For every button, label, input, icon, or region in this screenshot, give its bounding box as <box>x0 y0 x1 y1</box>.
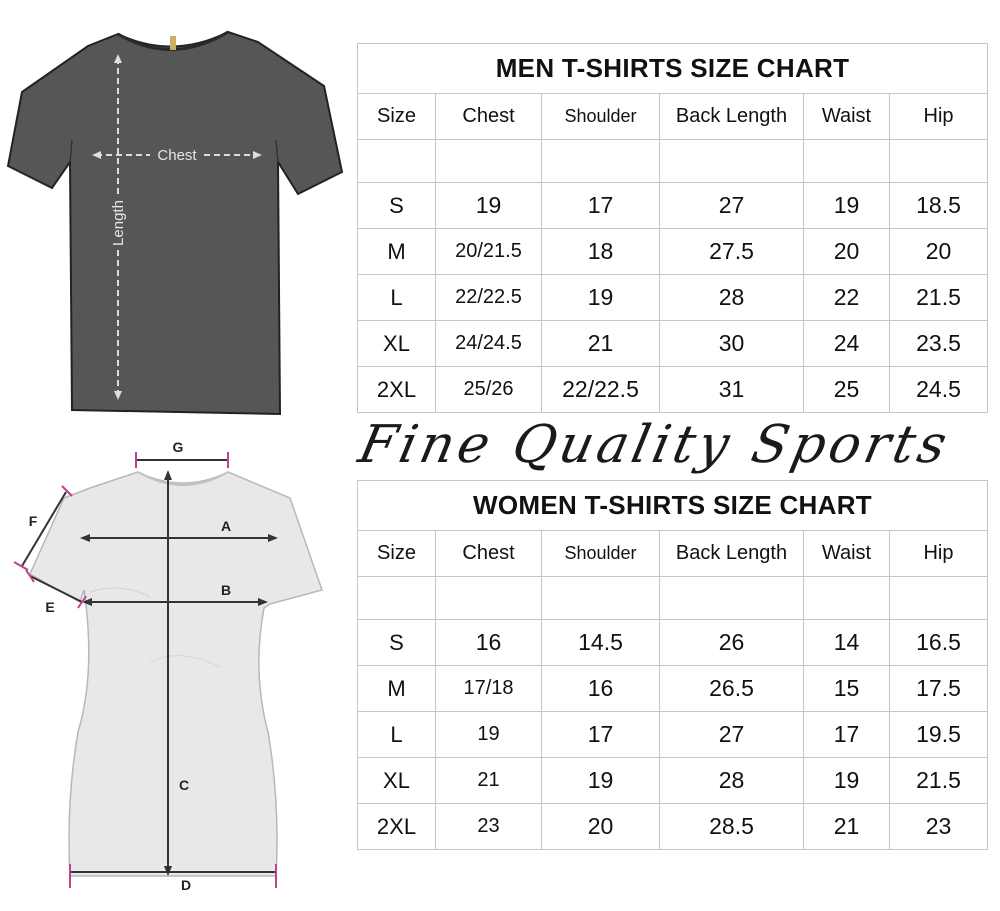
measure-label-e: E <box>45 599 55 615</box>
chest-cell: 17/18 <box>436 666 542 712</box>
women-size-chart <box>357 480 988 850</box>
chest-cell: 24/24.5 <box>436 321 542 367</box>
waist-cell: 21 <box>804 804 890 850</box>
back-length-cell: 27.5 <box>660 229 804 275</box>
table-row <box>358 229 988 275</box>
back-length-cell: 26 <box>660 620 804 666</box>
shoulder-cell: 17 <box>542 712 660 758</box>
measure-label-b: B <box>220 582 232 598</box>
col-header-waist: Waist <box>804 94 890 140</box>
col-header-waist: Waist <box>804 531 890 577</box>
waist-cell: 17 <box>804 712 890 758</box>
chest-cell: 19 <box>436 183 542 229</box>
shoulder-cell: 14.5 <box>542 620 660 666</box>
back-length-cell: 26.5 <box>660 666 804 712</box>
col-header-hip: Hip <box>890 531 988 577</box>
men-header-row <box>358 94 988 140</box>
shoulder-cell: 17 <box>542 183 660 229</box>
men-tshirt-illustration <box>0 0 350 425</box>
length-measure-label: Length <box>110 200 127 246</box>
men-chart-title: MEN T-SHIRTS SIZE CHART <box>358 44 988 94</box>
table-row <box>358 620 988 666</box>
chest-measure-label: Chest <box>157 147 197 164</box>
hip-cell: 16.5 <box>890 620 988 666</box>
back-length-cell: 28.5 <box>660 804 804 850</box>
shoulder-cell: 16 <box>542 666 660 712</box>
chest-cell: 25/26 <box>436 367 542 413</box>
size-cell: M <box>358 229 436 275</box>
chest-cell: 22/22.5 <box>436 275 542 321</box>
brand-logo-text: Fine Quality Sports <box>353 415 956 475</box>
hip-cell: 24.5 <box>890 367 988 413</box>
table-row <box>358 804 988 850</box>
shoulder-cell: 19 <box>542 275 660 321</box>
table-row <box>358 183 988 229</box>
back-length-cell: 31 <box>660 367 804 413</box>
waist-cell: 24 <box>804 321 890 367</box>
shoulder-cell: 19 <box>542 758 660 804</box>
women-header-row <box>358 531 988 577</box>
col-header-chest: Chest <box>436 531 542 577</box>
col-header-hip: Hip <box>890 94 988 140</box>
waist-cell: 19 <box>804 183 890 229</box>
hip-cell: 23.5 <box>890 321 988 367</box>
col-header-size: Size <box>358 531 436 577</box>
back-length-cell: 28 <box>660 275 804 321</box>
hip-cell: 21.5 <box>890 758 988 804</box>
back-length-cell: 27 <box>660 183 804 229</box>
waist-cell: 19 <box>804 758 890 804</box>
size-cell: M <box>358 666 436 712</box>
measure-label-f: F <box>28 513 38 529</box>
table-row <box>358 666 988 712</box>
col-header-back-length: Back Length <box>660 94 804 140</box>
shoulder-cell: 22/22.5 <box>542 367 660 413</box>
chest-cell: 21 <box>436 758 542 804</box>
table-row <box>358 758 988 804</box>
table-row <box>358 275 988 321</box>
chest-cell: 16 <box>436 620 542 666</box>
size-cell: XL <box>358 758 436 804</box>
chest-cell: 20/21.5 <box>436 229 542 275</box>
back-length-cell: 30 <box>660 321 804 367</box>
shoulder-cell: 18 <box>542 229 660 275</box>
col-header-shoulder: Shoulder <box>542 531 660 577</box>
waist-cell: 22 <box>804 275 890 321</box>
hip-cell: 18.5 <box>890 183 988 229</box>
col-header-chest: Chest <box>436 94 542 140</box>
size-cell: XL <box>358 321 436 367</box>
women-tshirt-illustration <box>0 432 345 911</box>
shoulder-cell: 20 <box>542 804 660 850</box>
hip-cell: 23 <box>890 804 988 850</box>
hip-cell: 20 <box>890 229 988 275</box>
col-header-shoulder: Shoulder <box>542 94 660 140</box>
waist-cell: 20 <box>804 229 890 275</box>
chest-cell: 19 <box>436 712 542 758</box>
col-header-size: Size <box>358 94 436 140</box>
col-header-back-length: Back Length <box>660 531 804 577</box>
waist-cell: 25 <box>804 367 890 413</box>
measure-label-d: D <box>180 877 192 893</box>
women-blank-row <box>358 577 988 620</box>
waist-cell: 15 <box>804 666 890 712</box>
back-length-cell: 27 <box>660 712 804 758</box>
waist-cell: 14 <box>804 620 890 666</box>
size-cell: L <box>358 275 436 321</box>
size-cell: S <box>358 620 436 666</box>
table-row <box>358 367 988 413</box>
hip-cell: 19.5 <box>890 712 988 758</box>
hip-cell: 21.5 <box>890 275 988 321</box>
measure-label-a: A <box>220 518 232 534</box>
size-cell: L <box>358 712 436 758</box>
size-cell: 2XL <box>358 804 436 850</box>
chest-cell: 23 <box>436 804 542 850</box>
men-size-chart <box>357 43 988 413</box>
table-row <box>358 321 988 367</box>
measure-label-g: G <box>172 439 184 455</box>
measure-label-c: C <box>178 777 190 793</box>
men-blank-row <box>358 140 988 183</box>
hip-cell: 17.5 <box>890 666 988 712</box>
size-cell: 2XL <box>358 367 436 413</box>
shoulder-cell: 21 <box>542 321 660 367</box>
size-cell: S <box>358 183 436 229</box>
back-length-cell: 28 <box>660 758 804 804</box>
women-chart-title: WOMEN T-SHIRTS SIZE CHART <box>358 481 988 531</box>
table-row <box>358 712 988 758</box>
